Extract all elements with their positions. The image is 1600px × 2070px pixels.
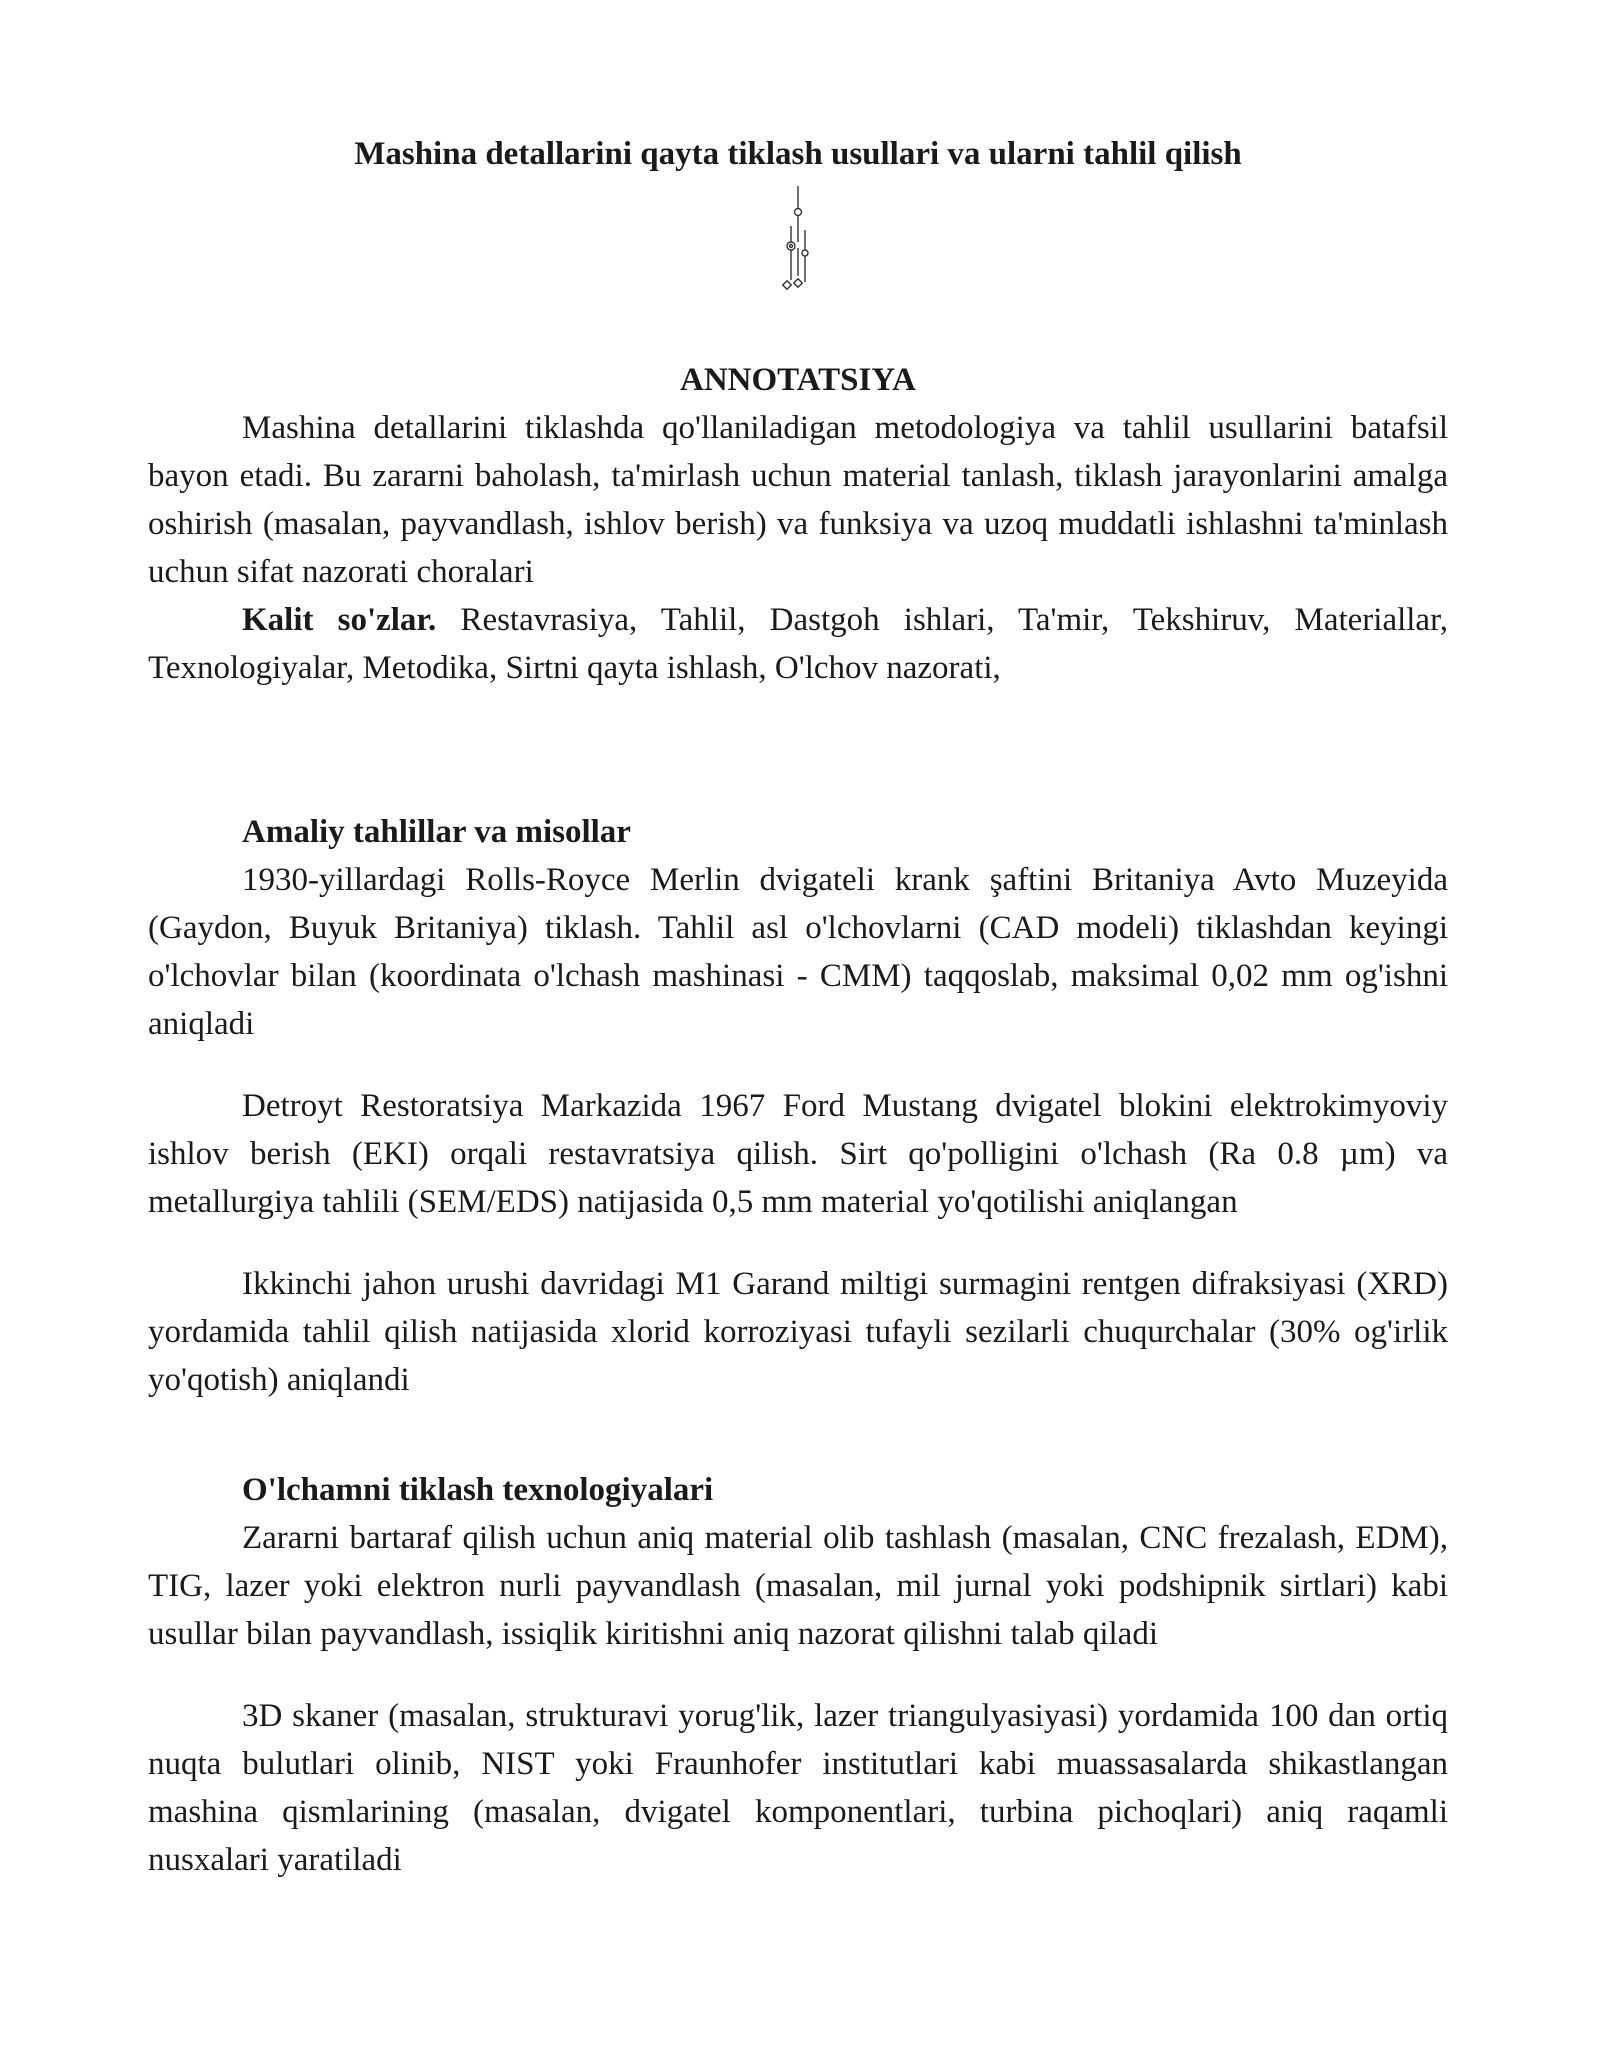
document-page bbox=[148, 130, 1448, 1884]
section-heading-practical-analysis: Amaliy tahlillar va misollar bbox=[242, 814, 631, 850]
paragraph-rolls-royce: 1930-yillardagi Rolls-Royce Merlin dvigateli krank şaftini Britaniya Avto Muzeyida (Gaydon, Buyuk Britaniya) tiklash. Tahlil asl o'lchovlarni (CAD modeli) tiklashdan keyingi o'lchovlar bilan (koordinata o'lchash mashinasi - CMM) taqqoslab, maksimal 0,02 mm og'ishni aniqladi bbox=[148, 862, 1448, 1042]
section-heading-restoration-technologies: O'lchamni tiklash texnologiyalari bbox=[242, 1472, 714, 1508]
annotation-body: Mashina detallarini tiklashda qo'llaniladigan metodologiya va tahlil usullarini batafsil bayon etadi. Bu zararni baholash, ta'mirlash uchun material tanlash, tiklash jarayonlarini amalga oshirish (masalan, payvandlash, ishlov berish) va funksiya va uzoq muddatli ishlashni ta'minlash uchun sifat nazorati choralari bbox=[148, 410, 1448, 590]
paragraph-3d-scanning: 3D skaner (masalan, strukturavi yorug'lik, lazer triangulyasiyasi) yordamida 100 dan ortiq nuqta bulutlari olinib, NIST yoki Fraunhofer institutlari kabi muassasalarda shikastlangan mashina qismlarining (masalan, dvigatel komponentlari, turbina pichoqlari) aniq raqamli nusxalari yaratiladi bbox=[148, 1698, 1448, 1878]
keywords-label: Kalit so'zlar. bbox=[242, 602, 437, 638]
keywords-paragraph bbox=[148, 596, 1448, 692]
paragraph-welding: Zararni bartaraf qilish uchun aniq material olib tashlash (masalan, CNC frezalash, EDM), TIG, lazer yoki elektron nurli payvandlash (masalan, mil jurnal yoki podshipnik sirtlari) kabi usullar bilan payvandlash, issiqlik kiritishni aniq nazorat qilishni talab qiladi bbox=[148, 1520, 1448, 1652]
paragraph-m1-garand: Ikkinchi jahon urushi davridagi M1 Garand miltigi surmagini rentgen difraksiyasi (XRD) yordamida tahlil qilish natijasida xlorid korroziyasi tufayli sezilarli chuqurchalar (30% og'irlik yo'qotish) aniqlandi bbox=[148, 1266, 1448, 1398]
keywords-list: Restavrasiya, Tahlil, Dastgoh ishlari, Ta'mir, Tekshiruv, Materiallar, Texnologiyalar, Metodika, Sirtni qayta ishlash, O'lchov nazorati, bbox=[148, 602, 1448, 686]
divider-ornament-icon bbox=[778, 186, 818, 296]
annotation-heading: ANNOTATSIYA bbox=[680, 362, 916, 398]
paragraph-ford-mustang: Detroyt Restoratsiya Markazida 1967 Ford Mustang dvigatel blokini elektrokimyoviy ishlov berish (EKI) orqali restavratsiya qilish. Sirt qo'polligini o'lchash (Ra 0.8 µm) va metallurgiya tahlili (SEM/EDS) natijasida 0,5 mm material yo'qotilishi aniqlangan bbox=[148, 1088, 1448, 1220]
document-title: Mashina detallarini qayta tiklash usullari va ularni tahlil qilish bbox=[354, 136, 1242, 172]
